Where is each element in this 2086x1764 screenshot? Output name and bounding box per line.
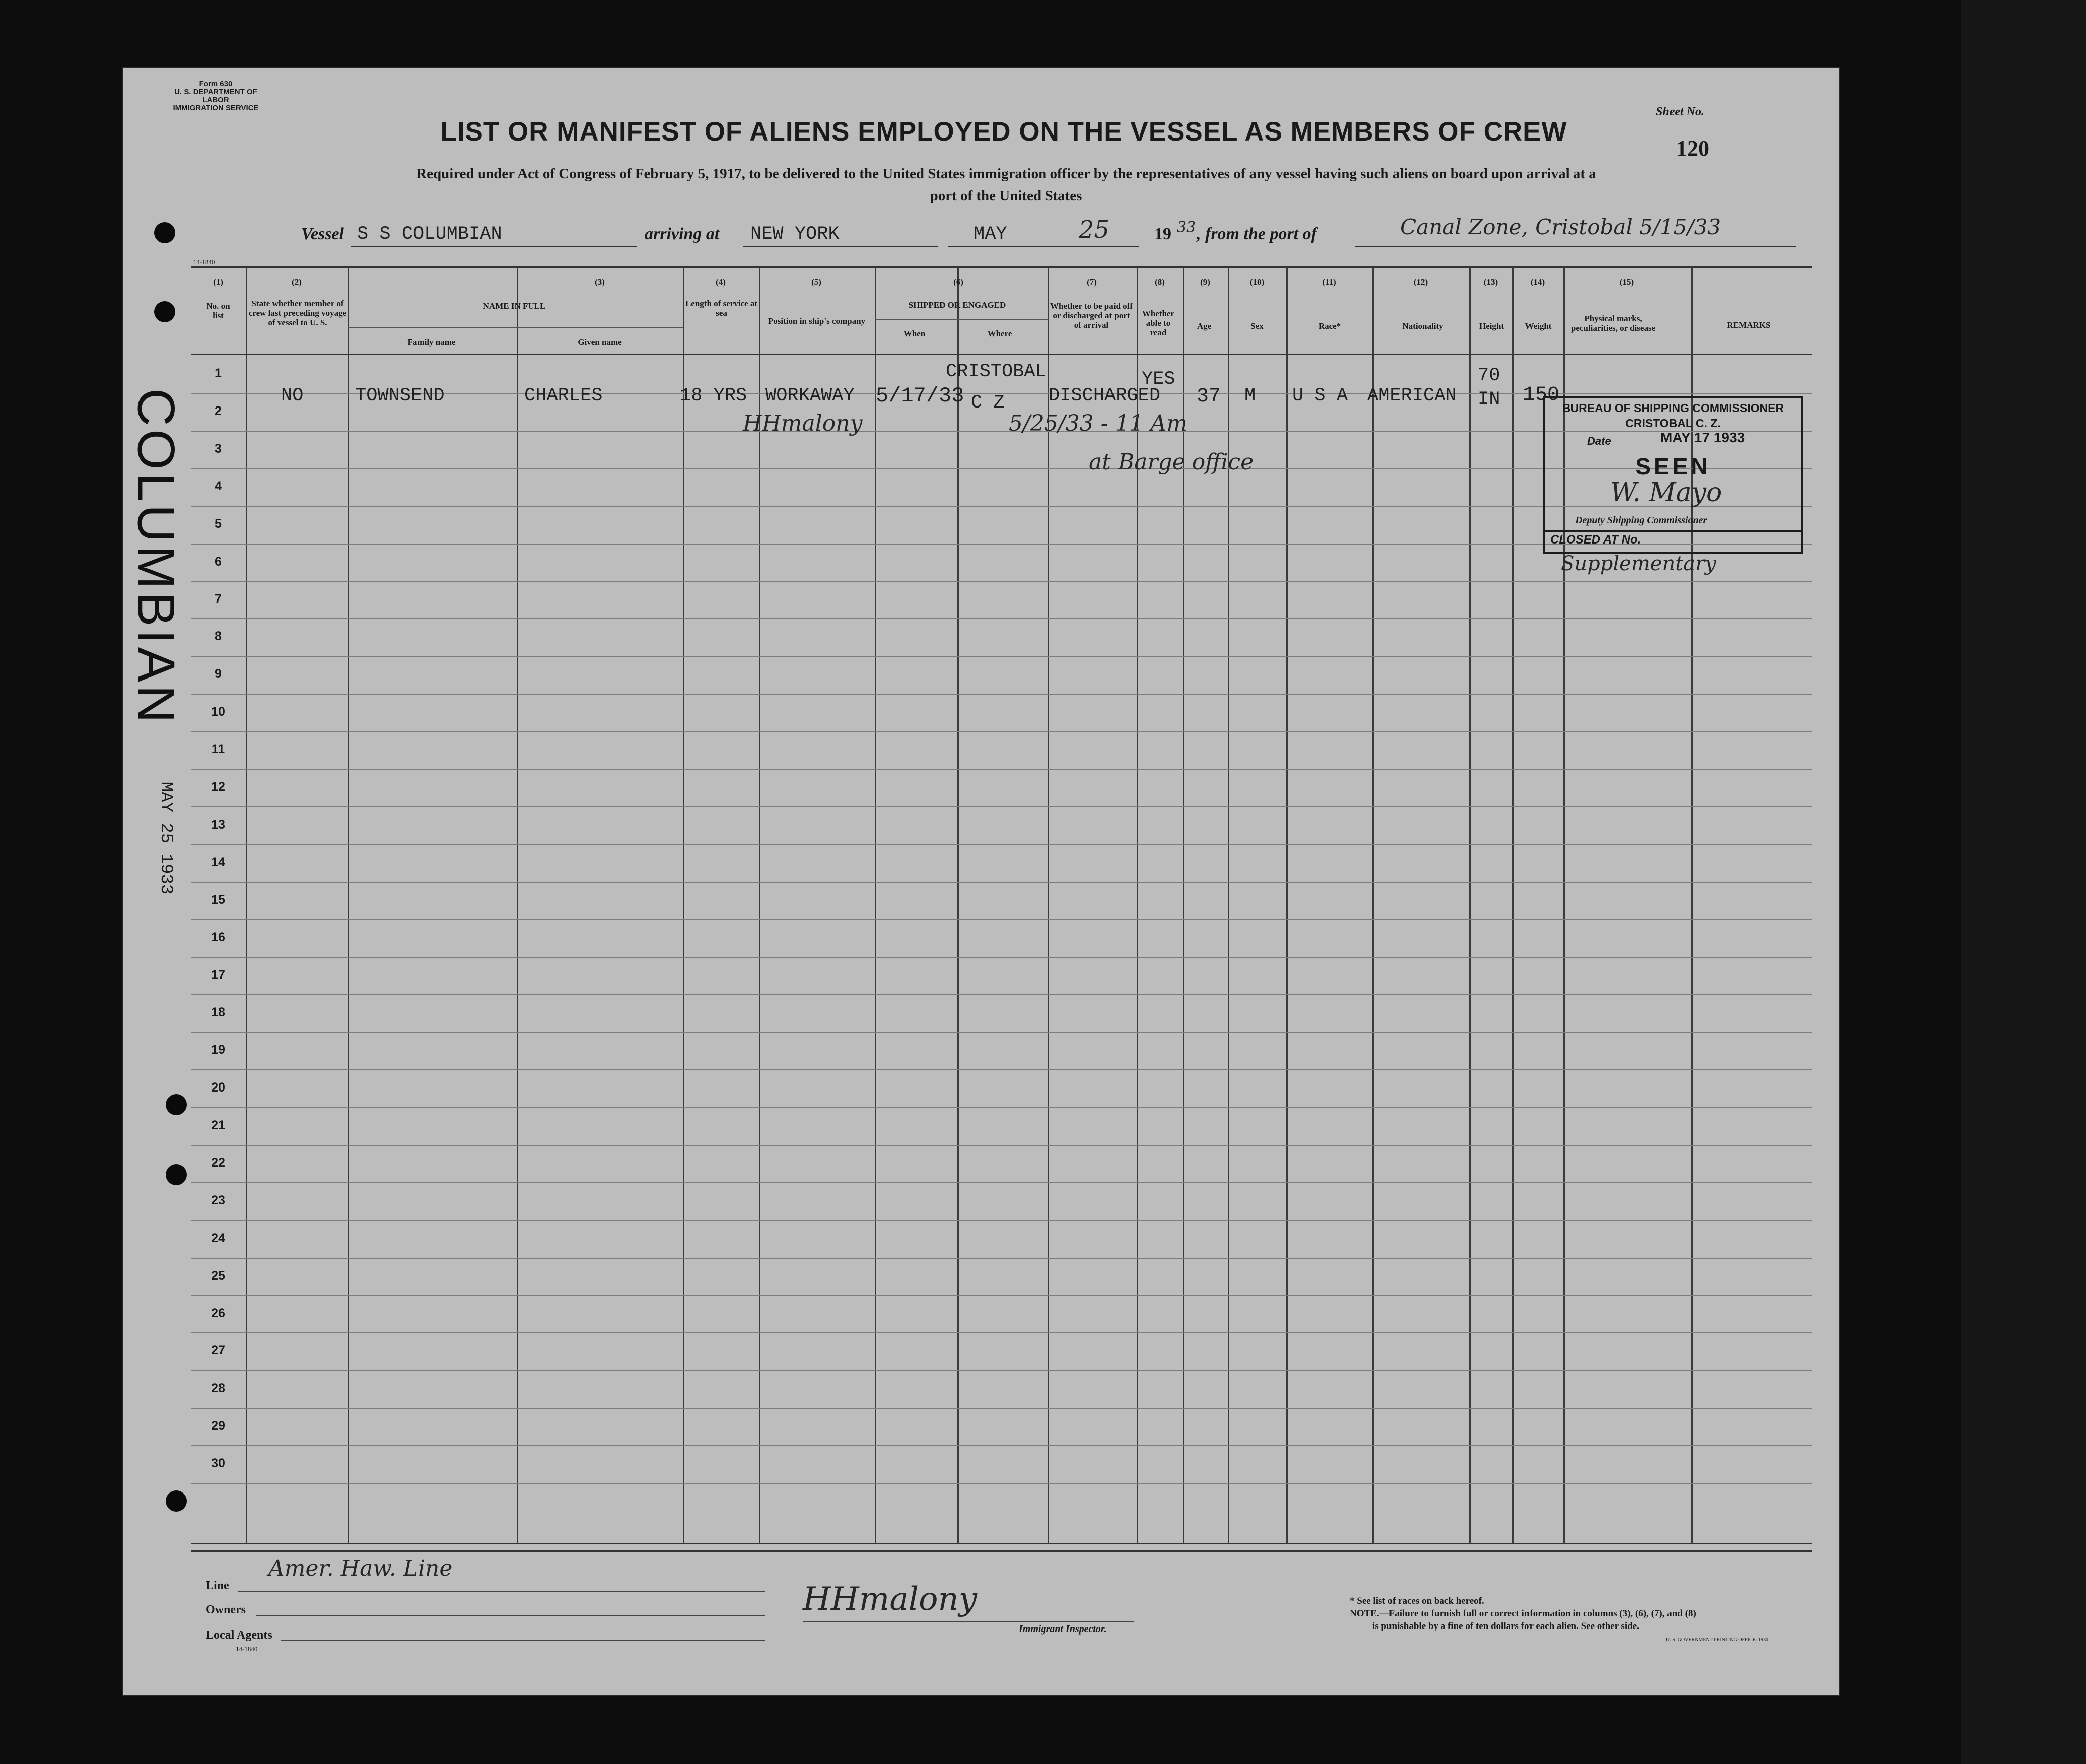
column-divider — [1372, 267, 1374, 1544]
entry-family-name: TOWNSEND — [355, 385, 445, 406]
row-number: 15 — [211, 893, 225, 907]
column-divider — [1469, 267, 1471, 1544]
row-rule — [191, 1408, 1812, 1409]
from-port: Canal Zone, Cristobal 5/15/33 — [1400, 215, 1721, 239]
print-code: 14-1840 — [193, 258, 215, 266]
column-number: (9) — [1200, 277, 1210, 287]
side-date-stamp — [151, 773, 181, 903]
col-age-header: Age — [1197, 321, 1212, 331]
col-shipped-header: SHIPPED OR ENGAGED — [908, 300, 1006, 310]
year-prefix: 19 — [1154, 225, 1171, 243]
row-number: 1 — [215, 366, 222, 380]
row-rule — [191, 1145, 1812, 1146]
entry-height-1: 70 — [1478, 365, 1500, 386]
from-label: , from the port of — [1197, 225, 1317, 243]
footer-note-2: NOTE.—Failure to furnish full or correct information in columns (3), (6), (7), and (8) — [1350, 1608, 1696, 1619]
row-rule — [191, 769, 1812, 770]
column-number: (12) — [1413, 277, 1428, 287]
col-paid-off-header: Whether to be paid off or discharged at port of arrival — [1050, 301, 1133, 330]
row-number: 2 — [215, 404, 222, 418]
stamp-line-1: BUREAU OF SHIPPING COMMISSIONER — [1562, 401, 1784, 415]
column-number: (13) — [1483, 277, 1498, 287]
entry-race: U S A — [1292, 385, 1348, 406]
punch-hole — [166, 1490, 187, 1512]
row-number: 6 — [215, 555, 222, 569]
row-number: 9 — [215, 667, 222, 681]
row-rule — [191, 1032, 1812, 1033]
row-number: 28 — [211, 1381, 225, 1395]
row-number: 30 — [211, 1456, 225, 1470]
column-number: (4) — [716, 277, 726, 287]
stamp-seen: SEEN — [1635, 453, 1711, 479]
entry-paid-off: DISCHARGED — [1049, 385, 1161, 406]
row-rule — [191, 656, 1812, 657]
row-number: 5 — [215, 517, 222, 531]
row-rule — [191, 581, 1812, 582]
row-rule — [191, 1069, 1812, 1070]
stamp-date-label: Date — [1587, 435, 1611, 447]
entry-age: 37 — [1197, 385, 1221, 408]
column-number: (7) — [1087, 277, 1097, 287]
row-rule — [191, 1483, 1812, 1484]
row-rule — [191, 1445, 1812, 1446]
punch-hole — [166, 1164, 187, 1185]
punch-hole — [166, 1094, 187, 1115]
header-rule — [191, 354, 1812, 355]
column-divider — [875, 267, 876, 1544]
row-number: 25 — [211, 1269, 225, 1283]
arrival-month: MAY — [974, 224, 1007, 245]
when-subheader: When — [903, 329, 926, 338]
form-id — [166, 80, 266, 112]
col-service-header: Length of service at sea — [685, 299, 758, 318]
col-race-header: Race* — [1318, 321, 1341, 331]
row-number: 11 — [211, 742, 225, 756]
stamp-closed: CLOSED AT No. — [1550, 533, 1641, 547]
row-rule — [191, 618, 1812, 619]
row-rule — [191, 844, 1812, 845]
arrival-day: 25 — [1079, 216, 1110, 244]
row-rule — [191, 1107, 1812, 1108]
scan-margin — [1961, 0, 2086, 1764]
entry-service: 18 YRS — [680, 385, 747, 406]
footer-line-value: Amer. Haw. Line — [268, 1556, 453, 1581]
row-rule — [191, 1182, 1812, 1183]
row-rule — [191, 1370, 1812, 1371]
row-number: 12 — [211, 780, 225, 794]
row-number: 26 — [211, 1306, 225, 1320]
row-number: 8 — [215, 629, 222, 643]
row-number: 14 — [211, 855, 225, 869]
row-number: 24 — [211, 1231, 225, 1245]
inspector-initials: HHmalony — [743, 411, 863, 436]
footer-agents-code: 14-1840 — [236, 1645, 258, 1653]
row-number: 10 — [211, 705, 225, 719]
row-number: 29 — [211, 1419, 225, 1433]
page-title: LIST OR MANIFEST OF ALIENS EMPLOYED ON THE VESSEL AS MEMBERS OF CREW — [440, 117, 1567, 147]
form-subtitle-1: Required under Act of Congress of February 5, 1917, to be delivered to the United States immigration officer by the representatives of any vessel having such aliens on board upon arrival at a — [416, 166, 1596, 182]
stamp-line-2: CRISTOBAL C. Z. — [1625, 417, 1721, 430]
footer-note-1: * See list of races on back hereof. — [1350, 1596, 1484, 1606]
column-divider — [957, 267, 959, 1544]
row-number: 7 — [215, 592, 222, 606]
row-rule — [191, 694, 1812, 695]
vessel-name: S S COLUMBIAN — [357, 224, 502, 245]
entry-sex: M — [1244, 385, 1256, 406]
row-rule — [191, 957, 1812, 958]
entry-position: WORKAWAY — [765, 385, 855, 406]
footer-agents-label: Local Agents — [206, 1629, 272, 1642]
stamp-signature: W. Mayo — [1610, 478, 1722, 508]
row-number: 21 — [211, 1118, 225, 1132]
entry-height-2: IN — [1478, 389, 1500, 410]
inspector-signature: HHmalony — [803, 1581, 977, 1618]
column-divider — [1286, 267, 1288, 1544]
stamp-date: MAY 17 1933 — [1660, 430, 1745, 445]
column-divider — [246, 267, 247, 1544]
entry-given-name: CHARLES — [524, 385, 603, 406]
given-name-subheader: Given name — [578, 337, 622, 347]
column-number: (14) — [1530, 277, 1545, 287]
row-number: 13 — [211, 818, 225, 832]
column-divider — [517, 267, 518, 1544]
col-physical-header: Physical marks, peculiarities, or disease — [1571, 314, 1656, 333]
col-height-header: Height — [1479, 321, 1504, 331]
column-number: (10) — [1249, 277, 1265, 287]
column-number: (11) — [1322, 277, 1336, 287]
entry-shipped-where-1: CRISTOBAL — [946, 361, 1046, 382]
col-name-header: NAME IN FULL — [483, 301, 546, 311]
column-divider — [683, 267, 684, 1544]
footer-note-3: is punishable by a fine of ten dollars for each alien. See other side. — [1372, 1621, 1639, 1632]
form-number: Form 630 — [199, 80, 233, 88]
side-vessel-stamp — [125, 356, 186, 758]
discharge-note: 5/25/33 - 11 Am — [1009, 411, 1187, 436]
entry-shipped-where-2: C Z — [971, 392, 1005, 414]
entry-weight: 150 — [1523, 384, 1560, 406]
col-no-header: No. on list — [206, 301, 230, 320]
side-date-text: MAY 25 1933 — [156, 781, 175, 895]
column-number: (6) — [953, 277, 963, 287]
side-vessel-name: COLUMBIAN — [126, 388, 185, 726]
footer-line-label: Line — [206, 1579, 229, 1592]
entry-prev-voyage: NO — [281, 385, 304, 406]
column-number: (3) — [595, 277, 605, 287]
entry-read: YES — [1142, 369, 1175, 390]
arrival-port: NEW YORK — [750, 224, 840, 245]
commissioner-stamp — [1543, 396, 1803, 554]
column-number: (8) — [1155, 277, 1165, 287]
column-number: (1) — [213, 277, 223, 287]
col-prev-voyage-header: State whether member of crew last preceding voyage of vessel to U. S. — [248, 299, 347, 327]
inspector-label: Immigrant Inspector. — [1019, 1623, 1107, 1635]
row-rule — [191, 1258, 1812, 1259]
year-suffix: 33 — [1177, 219, 1196, 236]
col-sex-header: Sex — [1250, 321, 1264, 331]
column-divider — [1048, 267, 1049, 1544]
stamp-role: Deputy Shipping Commissioner — [1575, 515, 1707, 526]
sheet-label: Sheet No. — [1656, 105, 1704, 118]
col-weight-header: Weight — [1525, 321, 1552, 331]
col-read-header: Whether able to read — [1142, 309, 1175, 337]
footer-owners-label: Owners — [206, 1603, 246, 1616]
row-rule — [191, 1295, 1812, 1296]
row-number: 17 — [211, 968, 225, 982]
entry-shipped-when: 5/17/33 — [876, 384, 964, 408]
column-divider — [348, 267, 349, 1544]
supplementary-note: Supplementary — [1561, 552, 1716, 575]
col-nationality-header: Nationality — [1402, 321, 1443, 331]
discharge-note-2: at Barge office — [1089, 449, 1254, 475]
form-service: IMMIGRATION SERVICE — [173, 104, 259, 112]
row-rule — [191, 1332, 1812, 1333]
row-rule — [191, 731, 1812, 732]
column-divider — [759, 267, 760, 1544]
where-subheader: Where — [987, 329, 1012, 338]
row-number: 16 — [211, 930, 225, 944]
row-number: 22 — [211, 1156, 225, 1170]
form-subtitle-2: port of the United States — [930, 188, 1082, 204]
column-number: (15) — [1619, 277, 1634, 287]
vessel-label: Vessel — [301, 225, 344, 243]
form-department: U. S. DEPARTMENT OF LABOR — [174, 88, 257, 104]
row-number: 18 — [211, 1005, 225, 1019]
entry-nationality: AMERICAN — [1367, 385, 1457, 406]
punch-hole — [154, 301, 175, 322]
punch-hole — [154, 222, 175, 243]
row-number: 19 — [211, 1043, 225, 1057]
family-name-subheader: Family name — [407, 337, 456, 347]
row-number: 4 — [215, 479, 222, 493]
row-number: 3 — [215, 442, 222, 456]
column-divider — [1512, 267, 1514, 1544]
row-number: 27 — [211, 1343, 225, 1358]
arriving-label: arriving at — [645, 225, 720, 243]
row-rule — [191, 806, 1812, 807]
col-remarks-header: REMARKS — [1727, 320, 1771, 330]
row-number: 23 — [211, 1193, 225, 1207]
row-rule — [191, 1220, 1812, 1221]
row-rule — [191, 919, 1812, 920]
row-rule — [191, 882, 1812, 883]
row-rule — [191, 994, 1812, 995]
row-number: 20 — [211, 1080, 225, 1095]
column-number: (2) — [292, 277, 302, 287]
col-position-header: Position in ship's company — [768, 316, 866, 326]
sheet-number: 120 — [1676, 136, 1709, 161]
column-number: (5) — [811, 277, 821, 287]
footer-printer: U. S. GOVERNMENT PRINTING OFFICE: 1930 — [1666, 1637, 1768, 1643]
